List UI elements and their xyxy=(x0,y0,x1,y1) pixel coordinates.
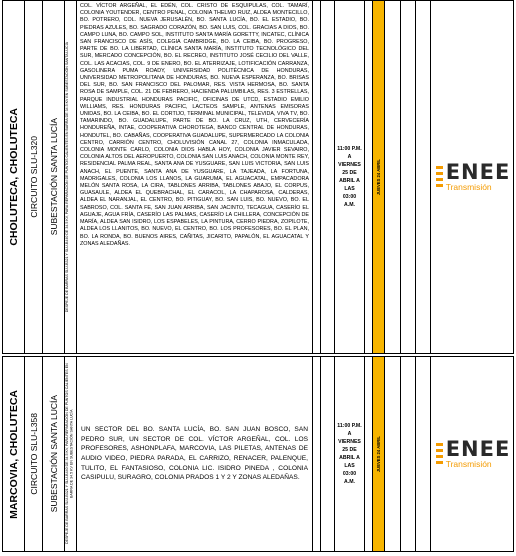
enee-logo xyxy=(436,436,511,469)
substation-label: SUBESTACIÓN SANTA LUCÍA xyxy=(48,395,59,513)
spacer-cell xyxy=(385,1,401,353)
circuit-cell xyxy=(25,357,43,551)
spacer-cell xyxy=(313,1,321,353)
municipality-cell xyxy=(3,1,25,353)
date-label: JUEVES 24 ABRIL xyxy=(376,158,381,196)
affected-areas-text xyxy=(77,357,312,551)
spacer-cell xyxy=(416,357,431,551)
schedule-text: 11:00 P.M. A VIERNES 25 DE ABRIL A LAS 03:00 A.M. xyxy=(337,146,362,208)
logo-brand: ENEE xyxy=(445,159,511,184)
spacer-cell xyxy=(321,357,335,551)
affected-areas-content: UN SECTOR DEL BO. SANTA LUCÍA, BO. SAN JUAN BOSCO, SAN PEDRO SUR, UN SECTOR DE COL. VÍCTOR ARGEÑAL, COL. LOS PROFESORES, ASHONPLAFA, MARCOVIA, LAS PILETAS, ANTENAS DE AUDIO VIDEO, PIEDRA PARADA, EL CARRIZO, RENACER, PALENQUE, TULITO, EL FANTASIOSO, COLONIA LIC. ISIDRO PINEDA , COLONIA CASIPULU, SURAGRO, COLONIA PRADOS 1 Y 2 Y ZONAS ALEDAÑAS. xyxy=(81,426,308,482)
municipality-cell xyxy=(3,357,25,551)
substation-cell xyxy=(43,1,65,353)
date-cell xyxy=(373,357,385,551)
enee-logo-mark-icon xyxy=(436,443,443,465)
date-label: JUEVES 24 ABRIL xyxy=(376,435,381,473)
logo-brand: ENEE xyxy=(445,436,511,461)
work-description-cell xyxy=(65,357,77,551)
work-description: DESPEJE DE BARRAS SLU-B321 Y SLU-B440 DE 34.5 KV, PARA REPARACIÓN DE PUNTOS CALIENTES EN BARRA DE 34.5 KV EN SUBESTACIÓN SANTA LUCÍA xyxy=(65,41,69,313)
logo-subtitle: Transmisión xyxy=(445,181,492,192)
municipality-label: CHOLUTECA, CHOLUTECA xyxy=(7,108,20,246)
logo-cell xyxy=(431,357,515,551)
affected-areas-text: COL. VÍCTOR ARGEÑAL, EL EDÉN, COL. CRISTO DE ESQUIPULAS, COL. TAMARÍ, COLONIA YOUTENDER, CENTRO PENAL, COLONIA THELMO RUIZ, ALDEA MONTECILLO, BO. POTRERO, COL. NUEVA JERUSALÉN, BO. SANTA LUCÍA, BO. EL ESTADIO, BO. PIEDRAS AZULES, BO. SAGRADO CORAZÓN, BO. SAN LUIS, COL. GRACIAS A DIOS, BO. CAMPO LUNA, BO. CAMPO SOL, INSTITUTO SANTA MARÍA GORETTY, INCATEC, CLÍNICA SAN FRANCISCO DE ASÍS, COLEGIA CAMBRIDGE, BO. LA CEIBA, BO. PROGRESO, PARTE DE BO. LA LIBERTAD, CLÍNICA SANTA MARÍA, INSTITUTO TECNOLÓGICO DEL SUR, MERCADO CONCEPCIÓN, BO. EL RECREO, INSTITUTO JOSÉ CECILIO DEL VALLE, COL. LAS ACACIAS, COL. 9 DE ENERO, BO. EL ATERRIZAJE, LOTIFICACIÓN CARRANZA, GASOLINERA PUMA ROADY, UNIVERSIDAD POLITÉCNICA DE HONDURAS, UNIVERSIDAD METROPOLITANA DE HONDURAS, BO. NUEVA ESPERANZA, BO. BRISAS DEL SUR, BO. SAN FRANCISCO DEL PALOMAR, RES. VISTA HERMOSA, BO. SANTA ROSA DE SAMPLE, COL. 21 DE FEBRERO, HACIENDA PALUMBILAS, RES. 3 ESTRELLAS, PARQUE INDUSTRIAL HONDURAS PACIFIC, OFICINAS DE UTCD, ESTADIO EMILIO WILLIAMS, RES. HONDURAS PACIFIC, LACTEOS SAMPLE, ANTENAS EMISORAS UNIDAS, BO. LA CEIBA, BO. EL CORTIJO, TERMINAL MUNICIPAL, TELEVIDA, VIVA TV, BO. TAMARINDO, BO. GUADALUPE, PARTE DE BO. LA CRUZ, UTH, CERVECERÍA HONDUREÑA, INTAE, COOPERATIVA CHOROTEGA, BANCO CENTRAL DE HONDURAS, HONDUTEL, BO. CABAÑAS, COOPERATIVA GUADALUPE, SUPERMERCADO LA COLONIA CENTRO, CARRIÓN CENTRO, CHOLUVISIÓN CANAL 27, COLONIA INMACULADA, COLONIA MONTE CARLO, COLONIA DIOS HABLA HOY, COLONIA JAVIER SEVAIRO, COLONIA ALTOS DEL AEROPUERTO, COLONIA SAN LUIS ANACH, COLONIA MONTE REY, RESIDENCIAL PALMA REAL, SANTA ANA DE YUSGUARE, SAN LUIS VICTORIA, SAN LUIS ANACH, EL PUENTE, SANTA ANA DE YUSGUARE, LA TAJEADA, LA FORTUNA, MADRIGALES, COLONIA LOS LLANOS, LA GUARUMA, EL AGUACATAL, EMPACADORA MELÓN SANTA ROSA, LA CIRA, TABLONES ARRIBA, TABLONES ABAJO, EL CORPUS, GUASAULE, ALDEA EL QUEBRACHAL, EL CARACOL, LA CHAPAROSA, CALDERAS, ALDEA EL NARANJAL, EL CENTRO, BO. PITIGUAY, BO. SAN LUIS, BO. NUEVO, BO. EL SABROSO, COL. SANTA FE, SAN JUAN ARRIBA, SAN JACINTO, TECAGUA, CASERÍO EL AGUAJE, AGUA FRÍA, CASERÍO LAS PALMAS, CASERÍO LA CHILLERA, CONCEPCIÓN DE MARÍA, ALDEA SAN ISIDRO, LOS ESPABELES, LA PINTURA, CERRO PIEDRA, ZOPILOTE, ALDEA LOS LLANITOS, BO. NUEVO, EL CENTRO, BO. LOS PROFESORES, BO. EL PLAN, BO. LA RONDA, BO. BUENOS AIRES, CAÑITAS, JICARITO, PAPALÓN, EL AGUACATAL Y ZONAS ALEDAÑAS. xyxy=(80,3,309,247)
circuit-label: CIRCUITO SLU-L320 xyxy=(28,136,39,218)
spacer-cell xyxy=(416,1,431,353)
enee-logo-mark-icon xyxy=(436,166,443,188)
spacer-cell xyxy=(365,1,373,353)
affected-areas-cell xyxy=(77,357,313,551)
enee-logo xyxy=(436,159,511,192)
circuit-cell xyxy=(25,1,43,353)
municipality-label: MARCOVIA, CHOLUTECA xyxy=(7,389,20,519)
affected-areas-cell xyxy=(77,1,313,353)
table-row xyxy=(2,0,514,354)
spacer-cell xyxy=(313,357,321,551)
spacer-cell xyxy=(401,357,416,551)
logo-subtitle: Transmisión xyxy=(445,458,492,469)
substation-cell xyxy=(43,357,65,551)
schedule-text: 11:00 P.M. A VIERNES 25 DE ABRIL A LAS 03:00 A.M. xyxy=(337,423,362,485)
table-row xyxy=(2,356,514,552)
schedule-cell xyxy=(335,1,365,353)
work-description: DESPEJE DE BARRAS SLU-B321 Y SLU-B440 DE 34.5 KV, PARA REPARACIÓN DE PUNTOS CALIENTES EN BARRA DE 34.5 KV EN SUBESTACIÓN SANTA LUCÍA xyxy=(65,363,74,545)
circuit-label: CIRCUITO SLU-L358 xyxy=(28,413,39,495)
spacer-cell xyxy=(401,1,416,353)
work-description-cell xyxy=(65,1,77,353)
logo-cell xyxy=(431,1,515,353)
spacer-cell xyxy=(321,1,335,353)
substation-label: SUBESTACIÓN SANTA LUCÍA xyxy=(48,118,59,236)
schedule-cell xyxy=(335,357,365,551)
spacer-cell xyxy=(385,357,401,551)
spacer-cell xyxy=(365,357,373,551)
date-cell xyxy=(373,1,385,353)
